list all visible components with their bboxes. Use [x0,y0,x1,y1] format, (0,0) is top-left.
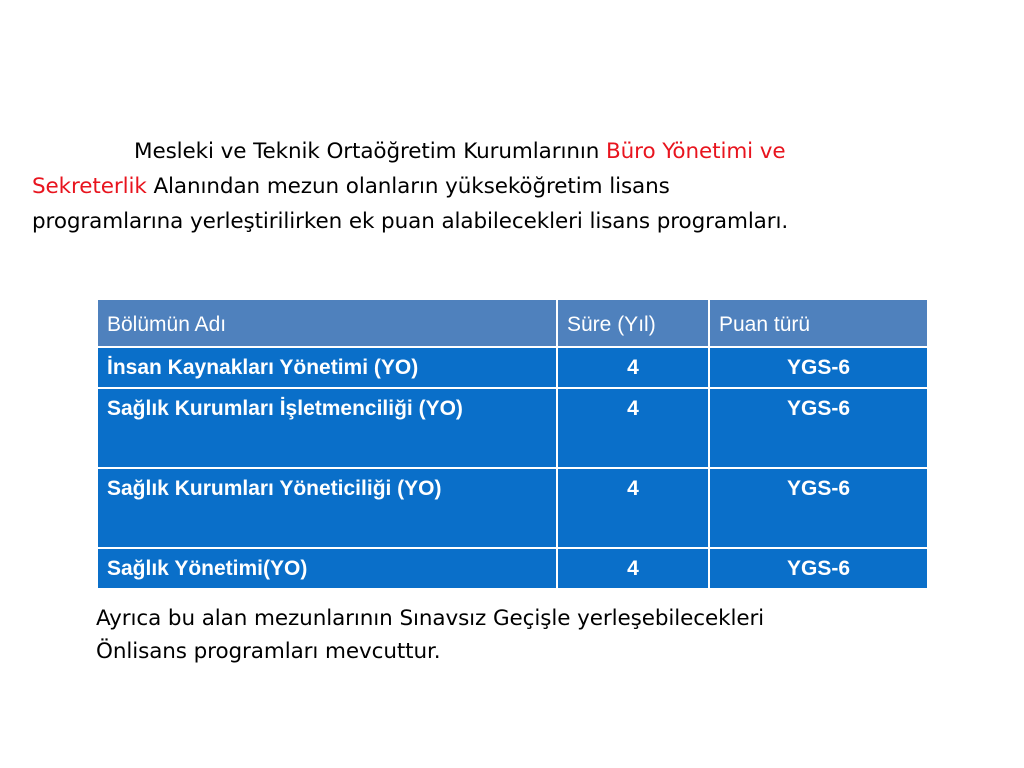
outro-line-2: Önlisans programları mevcuttur. [96,639,441,664]
cell-duration: 4 [557,347,709,388]
cell-score-type: YGS-6 [709,548,928,589]
header-duration: Süre (Yıl) [557,299,709,347]
table-row [97,548,928,589]
outro-line-1: Ayrıca bu alan mezunlarının Sınavsız Geçişle yerleşebilecekleri [96,606,765,631]
table-row [97,388,928,468]
cell-duration: 4 [557,548,709,589]
outro-paragraph [96,602,996,668]
intro-text-part3: programlarına yerleştirilirken ek puan alabilecekleri lisans programları. [32,209,789,234]
table-row [97,347,928,388]
cell-score-type: YGS-6 [709,468,928,548]
intro-highlight-2: Sekreterlik [32,174,147,199]
cell-program-name: Sağlık Kurumları İşletmenciliği (YO) [97,388,557,468]
programs-table [96,298,929,590]
intro-line-3 [32,204,1002,239]
intro-text-part1: Mesleki ve Teknik Ortaöğretim Kurumlarının [134,139,606,164]
intro-line-2 [32,169,1002,204]
table-body [97,347,928,589]
header-program-name: Bölümün Adı [97,299,557,347]
table-header-row [97,299,928,347]
cell-duration: 4 [557,468,709,548]
cell-duration: 4 [557,388,709,468]
intro-text-part2: Alanından mezun olanların yükseköğretim lisans [146,174,670,199]
table-header [97,299,928,347]
cell-program-name: Sağlık Kurumları Yöneticiliği (YO) [97,468,557,548]
intro-paragraph [32,134,1002,239]
cell-program-name: Sağlık Yönetimi(YO) [97,548,557,589]
header-score-type: Puan türü [709,299,928,347]
cell-score-type: YGS-6 [709,347,928,388]
intro-highlight-1: Büro Yönetimi ve [606,139,786,164]
intro-line-1 [32,134,1002,169]
cell-program-name: İnsan Kaynakları Yönetimi (YO) [97,347,557,388]
table-row [97,468,928,548]
cell-score-type: YGS-6 [709,388,928,468]
